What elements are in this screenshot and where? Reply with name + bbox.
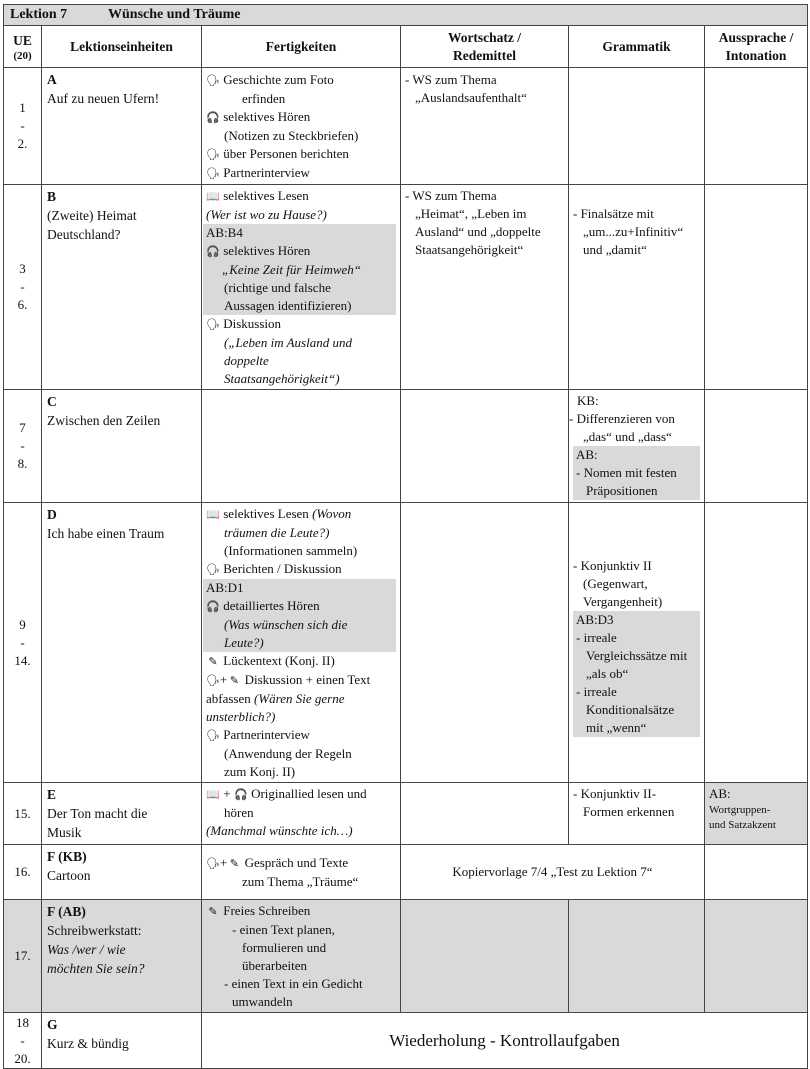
skills-cell: ✎ Freies Schreiben - einen Text planen, formulieren und überarbeiten - einen Text in ein Gedicht umwandeln (202, 900, 401, 1013)
skills-cell (202, 390, 401, 503)
ab-d1-box: AB:D1 🎧 detailliertes Hören (Was wünschen sich die Leute?) (203, 579, 396, 652)
review-tasks: Wiederholung - Kontrollaufgaben (202, 1013, 808, 1069)
pronunciation-cell (705, 68, 808, 185)
pronunciation-cell (705, 900, 808, 1013)
vocab-cell (401, 390, 569, 503)
ab-box: AB: - Nomen mit festen Präpositionen (573, 446, 700, 500)
grammar-cell: - Finalsätze mit „um...zu+Infinitiv“ und „damit“ (569, 185, 705, 390)
skills-cell: 🗣 Geschichte zum Foto erfinden 🎧 selektives Hören (Notizen zu Steckbriefen) 🗣 über Personen berichten 🗣 Partnerinterview (202, 68, 401, 185)
pen-icon: ✎ (208, 906, 218, 918)
grammar-cell (569, 68, 705, 185)
table-row (4, 900, 808, 1013)
speaking-icon: 🗣 (206, 168, 220, 180)
grammar-cell (569, 900, 705, 1013)
listening-icon: 🎧 (206, 246, 220, 258)
pronunciation-cell (705, 845, 808, 900)
pronunciation-cell (705, 503, 808, 783)
ue-cell: 1 - 2. (4, 68, 42, 185)
speaking-icon: 🗣 (206, 857, 220, 870)
test-reference: Kopiervorlage 7/4 „Test zu Lektion 7“ (401, 845, 705, 900)
skills-cell: 📖 selektives Lesen (Wer ist wo zu Hause?) AB:B4 🎧 selektives Hören „Keine Zeit für Heimweh“ (richtige und falsche Aussagen identifizieren) 🗣 Diskussion („Leben im Ausland und doppelte Staatsangehörigkeit“) (202, 185, 401, 390)
table-title (4, 5, 808, 26)
ue-cell: 16. (4, 845, 42, 900)
table-row (4, 1013, 808, 1069)
vocab-cell (401, 783, 569, 845)
table-row (4, 845, 808, 900)
pronunciation-cell: AB: Wortgruppen- und Satzakzent (705, 783, 808, 845)
lesson-number: Lektion 7 (10, 7, 68, 22)
table-row (4, 185, 808, 390)
speaking-icon: 🗣 (206, 730, 220, 742)
table-row (4, 503, 808, 783)
header-fertigkeiten: Fertigkeiten (202, 26, 401, 68)
skills-cell: 🗣+ ✎ Gespräch und Texte zum Thema „Träume“ (202, 845, 401, 900)
ue-cell: 7 - 8. (4, 390, 42, 503)
unit-cell: G Kurz & bündig (42, 1013, 202, 1069)
pronunciation-cell (705, 185, 808, 390)
book-icon: 📖 (206, 191, 220, 203)
speaking-icon: 🗣 (206, 149, 220, 161)
skills-cell: 📖 selektives Lesen (Wovon träumen die Leute?) (Informationen sammeln) 🗣 Berichten / Diskussion AB:D1 🎧 detailliertes Hören (Was wünschen sich die Leute?) ✎ Lückentext (Konj. II) 🗣+ ✎ Diskussion + einen Text abfassen (Wären Sie gerne unsterblich?) 🗣 Partnerinterview (Anwendung der Regeln zum Konj. II) (202, 503, 401, 783)
vocab-cell (401, 503, 569, 783)
speaking-icon: 🗣 (206, 75, 220, 87)
grammar-cell: - Konjunktiv II- Formen erkennen (569, 783, 705, 845)
header-wortschatz: Wortschatz / Redemittel (401, 26, 569, 68)
ue-cell: 17. (4, 900, 42, 1013)
table-row (4, 68, 808, 185)
unit-cell: D Ich habe einen Traum (42, 503, 202, 783)
table-row (4, 783, 808, 845)
table-row (4, 390, 808, 503)
lesson-theme: Wünsche und Träume (108, 7, 241, 22)
pronunciation-cell (705, 390, 808, 503)
ue-cell: 18 - 20. (4, 1013, 42, 1069)
grammar-cell: KB: - Differenzieren von „das“ und „dass“ AB: - Nomen mit festen Präpositionen (569, 390, 705, 503)
header-lektionseinheiten: Lektionseinheiten (42, 26, 202, 68)
pen-icon: ✎ (229, 675, 239, 687)
vocab-cell: - WS zum Thema „Heimat“, „Leben im Ausland“ und „doppelte Staatsangehörigkeit“ (401, 185, 569, 390)
ab-d3-box: AB:D3 - irreale Vergleichssätze mit „als ob“ - irreale Konditionalsätze mit „wenn“ (573, 611, 700, 737)
speaking-icon: 🗣 (206, 675, 220, 687)
vocab-cell (401, 900, 569, 1013)
unit-cell: F (KB) Cartoon (42, 845, 202, 900)
grammar-cell: - Konjunktiv II (Gegenwart, Vergangenheit) AB:D3 - irreale Vergleichssätze mit „als ob“ - irreale Konditionalsätze mit „wenn“ (569, 503, 705, 783)
header-aussprache: Aussprache / Intonation (705, 26, 808, 68)
ue-cell: 9 - 14. (4, 503, 42, 783)
book-icon: 📖 (206, 789, 220, 801)
skills-cell: 📖 + 🎧 Originallied lesen und hören (Manchmal wünschte ich…) (202, 783, 401, 845)
unit-cell: C Zwischen den Zeilen (42, 390, 202, 503)
ue-cell: 3 - 6. (4, 185, 42, 390)
unit-cell: B (Zweite) Heimat Deutschland? (42, 185, 202, 390)
header-ue: UE (20) (4, 26, 42, 68)
pen-icon: ✎ (229, 857, 239, 870)
listening-icon: 🎧 (206, 601, 220, 613)
unit-cell: F (AB) Schreibwerkstatt: Was /wer / wie möchten Sie sein? (42, 900, 202, 1013)
unit-cell: A Auf zu neuen Ufern! (42, 68, 202, 185)
ab-b4-box: AB:B4 🎧 selektives Hören „Keine Zeit für Heimweh“ (richtige und falsche Aussagen identifizieren) (203, 224, 396, 315)
lesson-plan-table (3, 4, 808, 1069)
vocab-cell: - WS zum Thema „Auslandsaufenthalt“ (401, 68, 569, 185)
book-icon: 📖 (206, 509, 220, 521)
header-grammatik: Grammatik (569, 26, 705, 68)
speaking-icon: 🗣 (206, 564, 220, 576)
listening-icon: 🎧 (233, 789, 248, 801)
listening-icon: 🎧 (206, 112, 220, 124)
unit-cell: E Der Ton macht die Musik (42, 783, 202, 845)
speaking-icon: 🗣 (206, 319, 220, 331)
ue-cell: 15. (4, 783, 42, 845)
pen-icon: ✎ (208, 656, 218, 668)
